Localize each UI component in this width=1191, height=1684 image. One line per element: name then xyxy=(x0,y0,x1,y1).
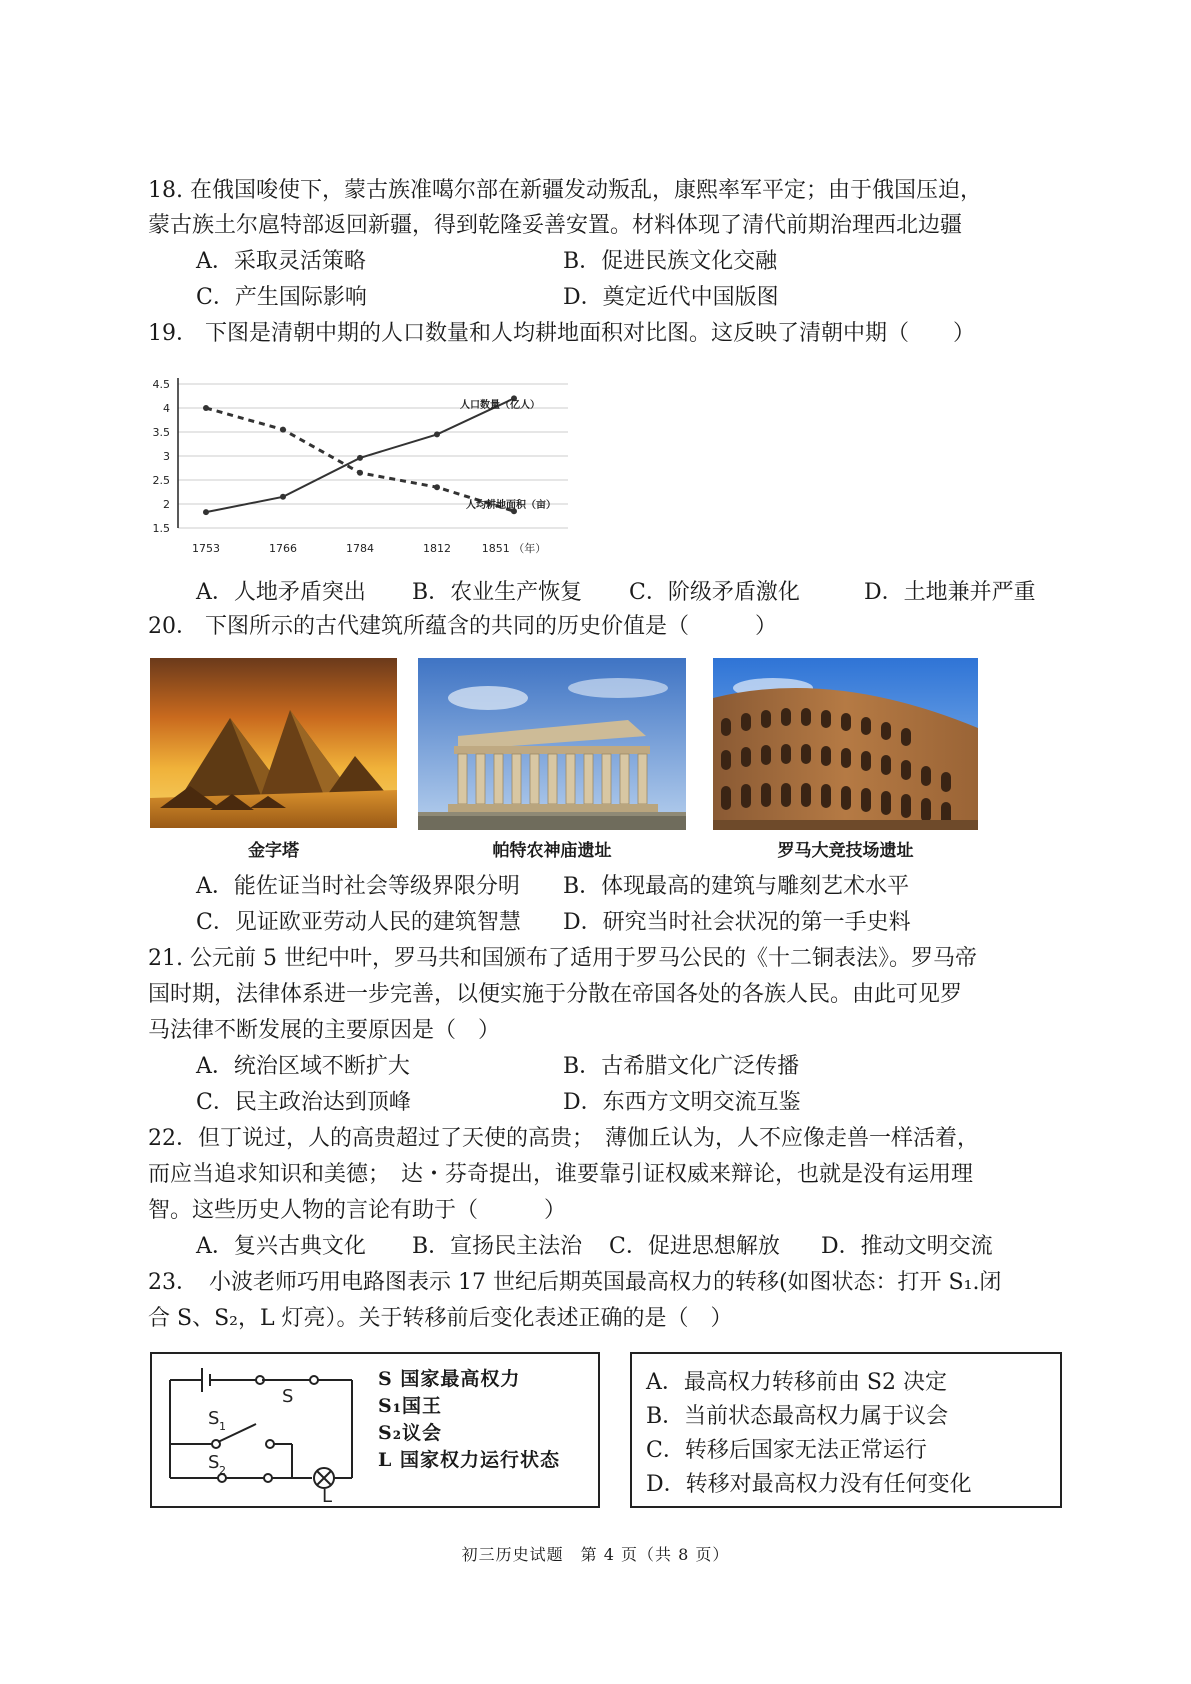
legend-l: L 国家权力运行状态 xyxy=(378,1449,560,1471)
q23-stem-line2: 合 S、S₂，L 灯亮）。关于转移前后变化表述正确的是（ ） xyxy=(148,1306,733,1331)
q21-option-c[interactable]: C．民主政治达到顶峰 xyxy=(196,1090,411,1115)
q23-options-box xyxy=(630,1352,1062,1508)
data-point xyxy=(357,470,363,476)
q20-option-c[interactable]: C．见证欧亚劳动人民的建筑智慧 xyxy=(196,910,521,935)
q22-stem-line1: 22．但丁说过，人的高贵超过了天使的高贵； 薄伽丘认为，人不应像走兽一样活着， xyxy=(148,1126,979,1151)
q21-option-d[interactable]: D．东西方文明交流互鉴 xyxy=(563,1090,801,1115)
y-tick-label: 2.5 xyxy=(152,474,170,487)
chart-x-ticks xyxy=(192,541,546,555)
lamp-l-label: L xyxy=(322,1486,333,1506)
x-tick-label: 1851 （年） xyxy=(481,542,547,555)
q19-option-c[interactable]: C．阶级矛盾激化 xyxy=(629,580,800,605)
series-label: 人口数量（亿人） xyxy=(460,400,540,411)
circuit-diagram-box xyxy=(150,1352,600,1508)
switch-s2-sub: 2 xyxy=(219,1464,226,1477)
q18-stem-line1: 18. 在俄国唆使下，蒙古族准噶尔部在新疆发动叛乱，康熙率军平定；由于俄国压迫， xyxy=(148,178,982,203)
y-tick-label: 3.5 xyxy=(152,426,170,439)
q21-stem-line2: 国时期，法律体系进一步完善，以便实施于分散在帝国各处的各族人民。由此可见罗 xyxy=(148,982,963,1007)
data-point xyxy=(434,484,440,490)
data-point xyxy=(280,494,286,500)
q23-option-b[interactable]: B．当前状态最高权力属于议会 xyxy=(646,1404,949,1429)
legend-s: S 国家最高权力 xyxy=(378,1368,521,1390)
y-tick-label: 3 xyxy=(163,450,170,463)
switch-s1-sub: 1 xyxy=(219,1420,226,1433)
data-point xyxy=(434,431,440,437)
legend-s1: S₁国王 xyxy=(378,1395,443,1417)
q20-option-b[interactable]: B．体现最高的建筑与雕刻艺术水平 xyxy=(563,874,910,899)
q23-option-a[interactable]: A．最高权力转移前由 S2 决定 xyxy=(646,1370,947,1395)
switch-s-label: S xyxy=(282,1386,294,1407)
q21-option-b[interactable]: B．古希腊文化广泛传播 xyxy=(563,1054,800,1079)
y-tick-label: 2 xyxy=(163,498,170,511)
switch-s2-label: S xyxy=(208,1452,220,1473)
population-farmland-chart xyxy=(148,372,618,562)
y-tick-label: 4.5 xyxy=(152,378,170,391)
chart-y-ticks xyxy=(153,378,171,535)
q22-option-a[interactable]: A．复兴古典文化 xyxy=(196,1234,366,1259)
q22-stem-line3: 智。这些历史人物的言论有助于（ ） xyxy=(148,1198,567,1223)
q22-stem-line2: 而应当追求知识和美德； 达・芬奇提出，谁要靠引证权威来辩论，也就是没有运用理 xyxy=(148,1162,974,1187)
q19-option-a[interactable]: A．人地矛盾突出 xyxy=(196,580,366,605)
chart-series xyxy=(203,395,517,515)
data-point xyxy=(357,455,363,461)
q22-option-d[interactable]: D．推动文明交流 xyxy=(821,1234,993,1259)
q18-option-c[interactable]: C．产生国际影响 xyxy=(196,285,367,310)
x-tick-label: 1753 xyxy=(192,542,220,555)
q20-stem: 20． 下图所示的古代建筑所蕴含的共同的历史价值是（ ） xyxy=(148,614,777,639)
data-point xyxy=(203,509,209,515)
q23-option-d[interactable]: D．转移对最高权力没有任何变化 xyxy=(646,1472,972,1497)
x-tick-label: 1812 xyxy=(423,542,451,555)
caption-parthenon: 帕特农神庙遗址 xyxy=(492,841,612,861)
x-tick-label: 1784 xyxy=(346,542,374,555)
page-footer: 初三历史试题 第 4 页（共 8 页） xyxy=(461,1545,730,1564)
q19-stem: 19． 下图是清朝中期的人口数量和人均耕地面积对比图。这反映了清朝中期（ ） xyxy=(148,321,975,346)
circuit-legend xyxy=(378,1366,560,1474)
colosseum-photo xyxy=(713,658,978,830)
q20-option-a[interactable]: A．能佐证当时社会等级界限分明 xyxy=(196,874,520,899)
y-tick-label: 4 xyxy=(163,402,170,415)
pyramid-photo xyxy=(150,658,397,828)
q18-option-d[interactable]: D．奠定近代中国版图 xyxy=(563,285,779,310)
q18-option-a[interactable]: A．采取灵活策略 xyxy=(196,249,366,274)
data-point xyxy=(280,427,286,433)
caption-pyramid: 金字塔 xyxy=(248,841,299,861)
q19-option-b[interactable]: B．农业生产恢复 xyxy=(412,580,583,605)
q21-stem-line3: 马法律不断发展的主要原因是（ ） xyxy=(148,1018,501,1043)
caption-colosseum: 罗马大竞技场遗址 xyxy=(777,841,914,861)
q22-option-c[interactable]: C．促进思想解放 xyxy=(609,1234,780,1259)
q21-stem-line1: 21. 公元前 5 世纪中叶，罗马共和国颁布了适用于罗马公民的《十二铜表法》。罗马帝 xyxy=(148,946,977,971)
q23-option-c[interactable]: C．转移后国家无法正常运行 xyxy=(646,1438,927,1463)
legend-s2: S₂议会 xyxy=(378,1422,443,1444)
switch-s1-label: S xyxy=(208,1408,220,1429)
q18-option-b[interactable]: B．促进民族文化交融 xyxy=(563,249,778,274)
data-point xyxy=(203,405,209,411)
q18-stem-line2: 蒙古族土尔扈特部返回新疆，得到乾隆妥善安置。材料体现了清代前期治理西北边疆 xyxy=(148,213,963,238)
q20-option-d[interactable]: D．研究当时社会状况的第一手史料 xyxy=(563,910,911,935)
y-tick-label: 1.5 xyxy=(152,522,170,535)
x-tick-label: 1766 xyxy=(269,542,297,555)
q19-option-d[interactable]: D．土地兼并严重 xyxy=(864,580,1036,605)
q22-option-b[interactable]: B．宣扬民主法治 xyxy=(412,1234,583,1259)
q23-stem-line1: 23． 小波老师巧用电路图表示 17 世纪后期英国最高权力的转移(如图状态：打开 S₁.闭 xyxy=(148,1270,1002,1295)
chart-series-labels xyxy=(460,398,556,511)
parthenon-photo xyxy=(418,658,686,830)
q21-option-a[interactable]: A．统治区域不断扩大 xyxy=(196,1054,410,1079)
series-label: 人均耕地面积（亩） xyxy=(466,500,556,511)
